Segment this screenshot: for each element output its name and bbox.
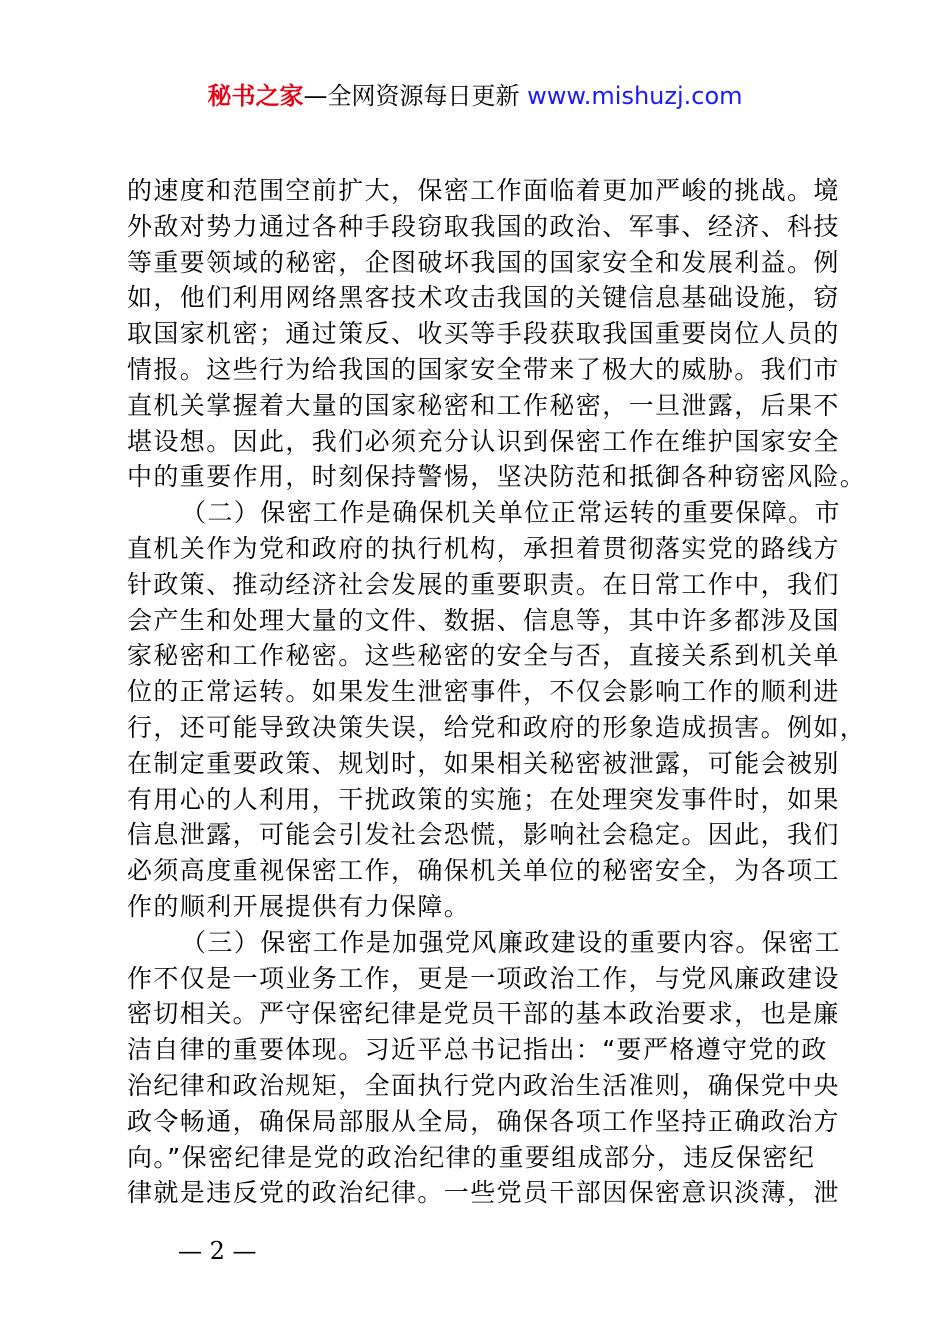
text-line: 信息泄露，可能会引发社会恐慌，影响社会稳定。因此，我们 [127,820,840,850]
text-line: 作的顺利开展提供有力保障。 [127,891,471,921]
page-number: — 2 — [178,1237,257,1265]
text-line: 情报。这些行为给我国的国家安全带来了极大的威胁。我们市 [127,354,840,384]
text-line: 外敌对势力通过各种手段窃取我国的政治、军事、经济、科技 [127,211,840,241]
text-line: 针政策、推动经济社会发展的重要职责。在日常工作中，我们 [127,569,840,599]
text-line: 家秘密和工作秘密。这些秘密的安全与否，直接关系到机关单 [127,641,840,671]
document-body [127,173,867,1211]
text-line: 密切相关。严守保密纪律是党员干部的基本政治要求，也是廉 [127,999,840,1029]
text-line: 中的重要作用，时刻保持警惕，坚决防范和抵御各种窃密风险。 [127,462,867,492]
text-line: 位的正常运转。如果发生泄密事件，不仅会影响工作的顺利进 [127,677,840,707]
text-line: 洁自律的重要体现。习近平总书记指出：“要严格遵守党的政 [127,1035,828,1065]
text-line: 行，还可能导致决策失误，给党和政府的形象造成损害。例如， [127,712,867,742]
text-line: 治纪律和政治规矩，全面执行党内政治生活准则，确保党中央 [127,1070,840,1100]
text-line: 律就是违反党的政治纪律。一些党员干部因保密意识淡薄，泄 [127,1178,840,1208]
text-line: 如，他们利用网络黑客技术攻击我国的关键信息基础设施，窃 [127,283,840,313]
website-link[interactable]: www.mishuzj.com [527,82,743,110]
text-line: 在制定重要政策、规划时，如果相关秘密被泄露，可能会被别 [127,748,840,778]
text-line: 会产生和处理大量的文件、数据、信息等，其中许多都涉及国 [127,605,840,635]
text-line: 作不仅是一项业务工作，更是一项政治工作，与党风廉政建设 [127,963,840,993]
section-heading-line: （三）保密工作是加强党风廉政建设的重要内容。保密工 [181,927,842,957]
text-line: 政令畅通，确保局部服从全局，确保各项工作坚持正确政治方 [127,1106,840,1136]
text-line: 直机关掌握着大量的国家秘密和工作秘密，一旦泄露，后果不 [127,390,840,420]
text-line: 向。”保密纪律是党的政治纪律的重要组成部分，违反保密纪 [127,1142,816,1172]
text-line: 的速度和范围空前扩大，保密工作面临着更加严峻的挑战。境 [127,176,840,205]
text-line: 直机关作为党和政府的执行机构，承担着贯彻落实党的路线方 [127,533,840,563]
text-line: 有用心的人利用，干扰政策的实施；在处理突发事件时，如果 [127,784,840,814]
text-line: 必须高度重视保密工作，确保机关单位的秘密安全，为各项工 [127,856,840,886]
text-line: 等重要领域的秘密，企图破坏我国的国家安全和发展利益。例 [127,247,840,277]
brand-name: 秘书之家 [207,82,304,110]
section-heading-line: （二）保密工作是确保机关单位正常运转的重要保障。市 [181,498,842,528]
site-header [0,80,950,112]
text-line: 取国家机密；通过策反、收买等手段获取我国重要岗位人员的 [127,319,840,349]
header-slogan: —全网资源每日更新 [303,82,528,110]
text-line: 堪设想。因此，我们必须充分认识到保密工作在维护国家安全 [127,426,840,456]
